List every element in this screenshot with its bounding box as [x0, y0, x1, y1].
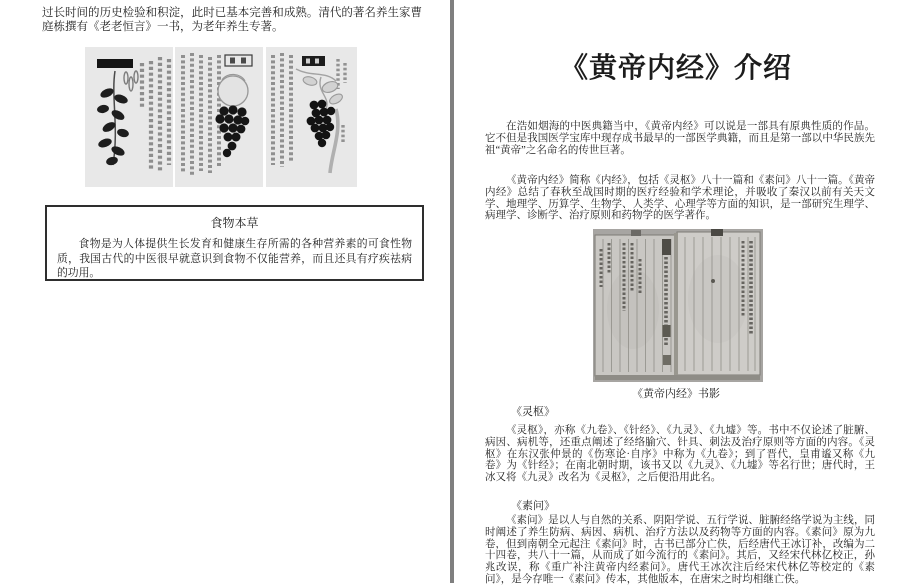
section-body-suwen: 《素问》是以人与自然的关系、阴阳学说、五行学说、脏腑经络学说为主线，同时阐述了养生防病、病因、病机、治疗方法以及药物等方面的内容。《素问》原为九卷，但到南朝全元起注《素问》时，古书已部分亡佚，后经唐代王冰订补，改编为二十四卷，共八十一篇，从而成了如今流行的《素问》。其后，又经宋代林亿校正，孙兆改误，称《重广补注黄帝内经素问》。唐代王冰次注后经宋代林亿等校定的《素问》，是今存唯一《素问》传本，其他版本，在唐宋之时均相继亡佚。	[485, 515, 875, 585]
section-body-lingshu: 《灵枢》，亦称《九卷》、《针经》、《九灵》、《九墟》等。书中不仅论述了脏腑、病因、病机等，还重点阐述了经络腧穴、针具、刺法及治疗原则等方面的内容。《灵枢》在东汉张仲景的《伤寒论·自序》中称为《九卷》；到了晋代，皇甫谧又称《九卷》为《针经》；在南北朝时期，该书又以《九灵》、《九墟》等名行世；唐代时，王冰又将《九灵》改名为《灵枢》，之后便沿用此名。	[485, 425, 875, 484]
ancient-book-photo-svg	[593, 229, 763, 382]
herbal-illustration-panels	[85, 47, 357, 187]
paragraph-intro: 在浩如烟海的中医典籍当中，《黄帝内经》可以说是一部具有原典性质的作品。它不但是我国医学宝库中现存成书最早的一部医学典籍，而且是第一部以中华民族先祖“黄帝”之名命名的传世巨著。	[485, 121, 875, 156]
info-box	[45, 205, 424, 281]
book-photo	[593, 229, 763, 382]
info-box-body: 食物是为人体提供生长发育和健康生存所需的各种营养素的可食性物质，我国古代的中医很早就意识到食物不仅能营养，而且还具有疗疾祛病的功用。	[57, 238, 412, 279]
left-intro-text: 过长时间的历史检验和积淀，此时已基本完善和成熟。清代的著名养生家曹庭栋撰有《老老恒言》一书，为老年养生专著。	[42, 7, 422, 33]
info-box-title: 食物本草	[210, 216, 259, 230]
paragraph-overview: 《黄帝内经》简称《内经》，包括《灵枢》八十一篇和《素问》八十一篇。《黄帝内经》总结了春秋至战国时期的医疗经验和学术理论，并吸收了秦汉以前有关天文学、地理学、历算学、生物学、人类学、心理学等方面的知识，是一部研究生理学、病理学、诊断学、治疗原则和药物学的医学著作。	[485, 175, 875, 222]
panel-1-label-bar	[97, 59, 133, 68]
photo-caption: 《黄帝内经》书影	[632, 388, 720, 400]
section-heading-suwen: 《素问》	[511, 500, 555, 512]
section-heading-lingshu: 《灵枢》	[511, 406, 555, 418]
herbal-woodcut-svg	[85, 47, 357, 187]
page-title: 《黄帝内经》介绍	[559, 53, 792, 84]
panel-3-label-box	[302, 56, 325, 66]
page-divider	[450, 0, 454, 583]
